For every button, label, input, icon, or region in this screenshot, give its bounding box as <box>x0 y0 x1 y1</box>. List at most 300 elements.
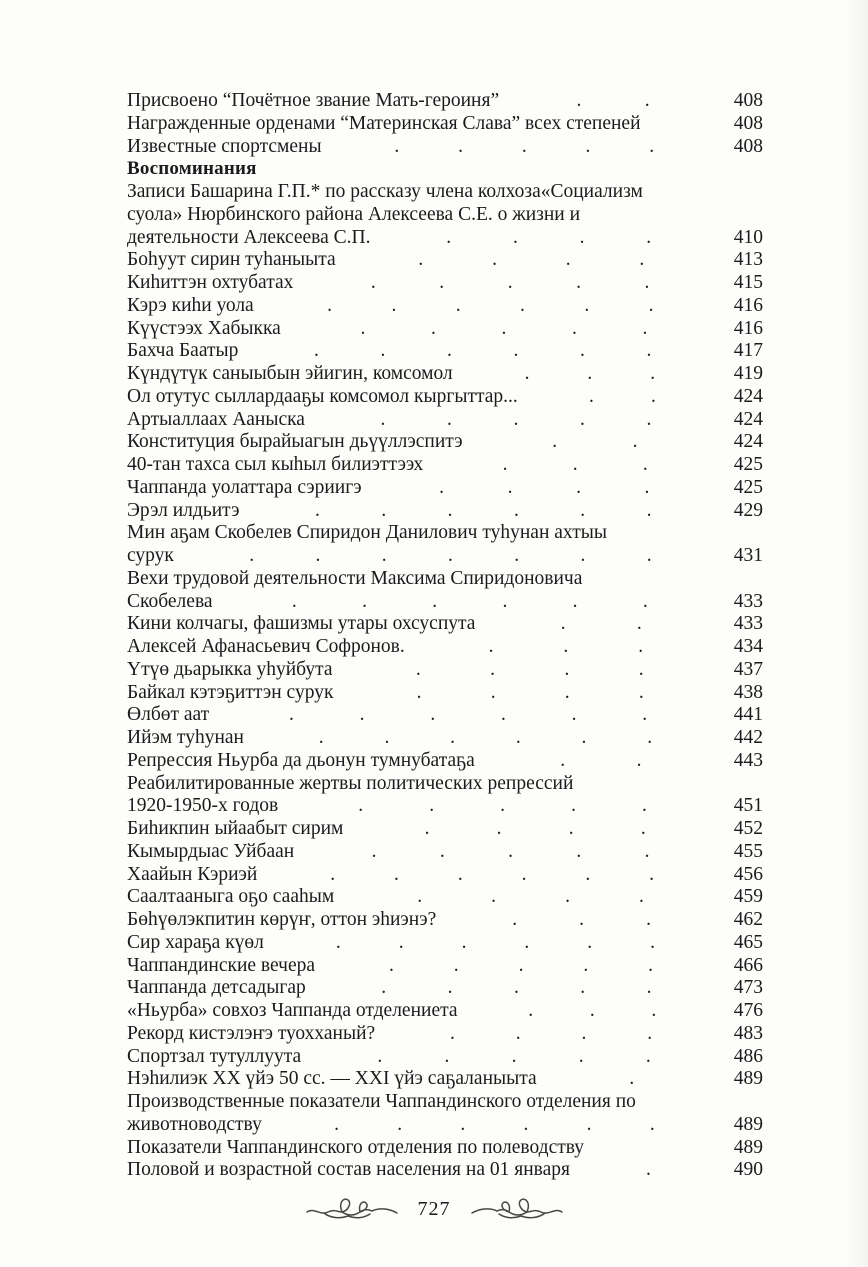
leader-dot: . <box>572 454 578 475</box>
toc-entry-title: суола» Нюрбинского района Алексеева С.Е. о жизни и <box>127 203 581 225</box>
dot-leader <box>315 955 723 978</box>
leader-dot: . <box>488 636 494 657</box>
leader-dot: . <box>649 863 655 885</box>
dot-leader <box>281 318 723 341</box>
toc-entry <box>127 727 763 750</box>
leader-dot: . <box>521 863 527 885</box>
dot-leader <box>343 818 723 841</box>
leader-dot: . <box>528 1000 534 1021</box>
leader-dot: . <box>358 795 364 817</box>
dot-leader <box>301 1046 723 1069</box>
leader-dot: . <box>584 294 590 316</box>
dot-leader <box>278 795 723 818</box>
leader-dot: . <box>576 476 581 498</box>
leader-dot: . <box>500 704 506 726</box>
dot-leader <box>306 977 723 1000</box>
toc-entry-page: 437 <box>733 658 763 680</box>
leader-dot: . <box>644 272 650 293</box>
leader-dot: . <box>585 135 591 157</box>
toc-entry-title: Вехи трудовой деятельности Максима Спиридоновича <box>127 567 583 589</box>
toc-entry-title: Саалтааныга оҕо сааһым <box>127 886 335 908</box>
toc-entry <box>127 113 763 136</box>
toc-entry-title: Киһиттэн охтубатах <box>127 272 294 293</box>
leader-dot: . <box>444 1045 450 1067</box>
toc-entry-page: 455 <box>733 840 763 862</box>
leader-dot: . <box>640 818 646 839</box>
leader-dot: . <box>644 476 650 498</box>
leader-dot: . <box>568 818 574 839</box>
leader-dot: . <box>572 590 578 612</box>
leader-dot: . <box>314 499 320 521</box>
toc-entry-title: Производственные показатели Чаппандинского отделения по <box>127 1091 636 1112</box>
leader-dot: . <box>381 545 387 566</box>
toc-entry-title: Эрэл илдьитэ <box>127 499 240 521</box>
leader-dot: . <box>636 749 642 771</box>
leader-dot: . <box>638 636 644 657</box>
toc-entry <box>127 591 763 614</box>
leader-dot: . <box>377 1045 383 1067</box>
leader-dot: . <box>646 1159 651 1181</box>
leader-dot: . <box>552 431 558 453</box>
dot-leader <box>262 1114 723 1137</box>
toc-entry-page: 433 <box>733 613 763 635</box>
leader-dot: . <box>523 1113 529 1135</box>
toc-entry-page: 424 <box>733 385 763 407</box>
dot-leader <box>244 727 723 750</box>
leader-dot: . <box>524 363 530 384</box>
dot-leader <box>174 545 723 568</box>
toc-entry <box>127 1114 763 1137</box>
leader-dot: . <box>589 1000 595 1021</box>
toc-entry <box>127 522 763 545</box>
toc-entry-title: Скобелева <box>127 590 213 612</box>
toc-entry-title: Спортзал тутуллуута <box>127 1045 302 1067</box>
leader-dot: . <box>458 135 463 157</box>
leader-dot: . <box>580 977 586 999</box>
dot-leader <box>458 1000 723 1023</box>
toc-entry-title: Сир хараҕа күөл <box>127 931 264 953</box>
leader-dot: . <box>513 977 519 999</box>
toc-entry-title: Өлбөт аат <box>127 704 210 726</box>
leader-dot: . <box>520 294 525 316</box>
table-of-contents <box>127 90 763 1182</box>
toc-entry-page: 486 <box>733 1045 763 1067</box>
toc-entry <box>127 1068 763 1091</box>
toc-entry-page: 433 <box>733 590 763 612</box>
toc-entry <box>127 841 763 864</box>
leader-dot: . <box>651 1000 657 1021</box>
toc-entry <box>127 932 763 955</box>
leader-dot: . <box>649 1113 655 1135</box>
leader-dot: . <box>362 590 367 612</box>
toc-entry-page: 465 <box>733 931 763 953</box>
toc-entry-page: 419 <box>733 363 763 384</box>
leader-dot: . <box>581 727 587 748</box>
leader-dot: . <box>371 840 377 862</box>
leader-dot: . <box>514 545 520 566</box>
leader-dot: . <box>638 681 644 703</box>
toc-entry-page: 489 <box>733 1136 763 1158</box>
toc-entry <box>127 909 763 932</box>
leader-dot: . <box>646 499 652 521</box>
dot-leader <box>436 909 723 932</box>
leader-dot: . <box>583 954 589 976</box>
leader-dot: . <box>644 90 650 111</box>
leader-dot: . <box>580 408 585 430</box>
toc-entry-page: 476 <box>733 1000 763 1021</box>
toc-entry-title: деятельности Алексеева С.П. <box>127 226 371 248</box>
toc-entry-page: 429 <box>733 499 763 521</box>
toc-entry-title: Присвоено “Почётное звание Мать-героиня” <box>127 90 500 111</box>
toc-entry <box>127 613 763 636</box>
toc-entry-title: Күндүтүк саныыбын эйигин, комсомол <box>127 363 453 384</box>
leader-dot: . <box>394 135 400 157</box>
leader-dot: . <box>289 704 294 726</box>
toc-entry-title: Күүстээх Хабыкка <box>127 317 281 339</box>
leader-dot: . <box>508 840 513 862</box>
leader-dot: . <box>580 545 586 566</box>
leader-dot: . <box>453 954 459 976</box>
leader-dot: . <box>381 499 387 521</box>
leader-dot: . <box>439 272 445 293</box>
toc-entry-title: Воспоминания <box>127 158 257 180</box>
page-number: 727 <box>417 1197 451 1220</box>
leader-dot: . <box>632 431 638 453</box>
leader-dot: . <box>490 681 496 703</box>
toc-entry-page: 489 <box>733 1068 763 1090</box>
toc-entry <box>127 204 763 227</box>
leader-dot: . <box>645 1045 651 1067</box>
leader-dot: . <box>646 909 651 930</box>
toc-entry <box>127 454 763 477</box>
toc-entry <box>127 363 763 386</box>
toc-entry-title: Байкал кэтэҕиттэн сурук <box>127 681 334 703</box>
dot-leader <box>453 363 723 386</box>
dot-leader <box>570 1159 723 1182</box>
leader-dot: . <box>249 545 255 566</box>
leader-dot: . <box>636 613 642 635</box>
toc-entry <box>127 818 763 841</box>
toc-entry-page: 413 <box>733 249 763 271</box>
leader-dot: . <box>560 613 566 635</box>
leader-dot: . <box>648 294 654 316</box>
toc-entry <box>127 955 763 978</box>
toc-entry <box>127 1159 763 1182</box>
leader-dot: . <box>490 658 496 680</box>
leader-dot: . <box>524 931 530 953</box>
leader-dot: . <box>502 454 508 475</box>
leader-dot: . <box>644 840 650 862</box>
leader-dot: . <box>642 704 648 726</box>
dot-leader <box>362 477 723 500</box>
leader-dot: . <box>397 1113 403 1135</box>
toc-entry-page: 408 <box>733 112 763 134</box>
toc-entry-title: Репрессия Ньурба да дьонун тумнубатаҕа <box>127 749 475 771</box>
toc-entry <box>127 500 763 523</box>
dot-leader <box>475 613 723 636</box>
toc-entry-page: 490 <box>733 1159 763 1181</box>
toc-entry-title: Бөһүөлэкпитин көрүҥ, оттон эһиэнэ? <box>127 909 437 930</box>
leader-dot: . <box>515 727 521 748</box>
leader-dot: . <box>507 272 513 293</box>
toc-entry-title: Рекорд кистэлэҥэ туохханый? <box>127 1022 376 1044</box>
leader-dot: . <box>563 636 569 657</box>
dot-leader <box>423 454 723 477</box>
toc-entry <box>127 659 763 682</box>
leader-dot: . <box>650 385 656 407</box>
leader-dot: . <box>571 795 576 817</box>
toc-entry-page: 441 <box>733 704 763 726</box>
leader-dot: . <box>507 476 513 498</box>
toc-entry <box>127 568 763 591</box>
leader-dot: . <box>380 408 386 430</box>
leader-dot: . <box>455 294 461 316</box>
toc-entry-page: 451 <box>733 795 763 817</box>
leader-dot: . <box>460 1113 466 1135</box>
leader-dot: . <box>313 340 319 362</box>
leader-dot: . <box>496 818 502 839</box>
toc-entry-page: 416 <box>733 317 763 339</box>
leader-dot: . <box>646 226 652 248</box>
dot-leader <box>322 136 723 159</box>
leader-dot: . <box>447 499 453 521</box>
toc-entry-title: Чаппандинские вечера <box>127 954 316 976</box>
toc-entry-title: Ийэм туһунан <box>127 727 244 748</box>
leader-dot: . <box>646 340 652 362</box>
dot-leader <box>209 704 723 727</box>
dot-leader <box>257 864 723 887</box>
dot-leader <box>334 886 723 909</box>
leader-dot: . <box>564 658 570 680</box>
leader-dot: . <box>430 704 436 726</box>
toc-entry <box>127 272 763 295</box>
toc-entry-title: Ол отутус сыллардааҕы комсомол кыргыттар... <box>127 385 518 407</box>
dot-leader <box>405 636 723 659</box>
leader-dot: . <box>646 408 652 430</box>
leader-dot: . <box>560 749 566 771</box>
leader-dot: . <box>398 931 404 953</box>
leader-dot: . <box>646 977 652 999</box>
toc-entry-title: Артыаллаах Ааныска <box>127 408 305 430</box>
toc-entry-title: Чаппанда детсадыгар <box>127 977 306 999</box>
toc-entry-title: Кэрэ киһи уола <box>127 294 254 316</box>
leader-dot: . <box>447 977 453 999</box>
toc-entry-title: Боһуут сирин туһаныыта <box>127 249 336 271</box>
leader-dot: . <box>334 1113 339 1135</box>
leader-dot: . <box>417 886 423 908</box>
dot-leader <box>375 1023 723 1046</box>
leader-dot: . <box>642 590 648 612</box>
toc-entry-page: 408 <box>733 135 763 157</box>
leader-dot: . <box>391 294 397 316</box>
toc-entry-page: 408 <box>733 90 763 111</box>
leader-dot: . <box>579 909 585 930</box>
toc-entry-title: «Ньурба» совхоз Чаппанда отделениета <box>127 1000 458 1021</box>
dot-leader <box>240 500 723 523</box>
dot-leader <box>293 272 723 295</box>
leader-dot: . <box>359 704 365 726</box>
toc-entry-page: 425 <box>733 454 763 475</box>
toc-entry <box>127 227 763 250</box>
toc-entry-page: 489 <box>733 1113 763 1135</box>
leader-dot: . <box>578 1045 584 1067</box>
toc-entry <box>127 1000 763 1023</box>
leader-dot: . <box>447 408 452 430</box>
toc-entry-title: Показатели Чаппандинского отделения по полеводству <box>127 1136 585 1158</box>
toc-entry-title: Награжденные орденами “Материнская Слава” всех степеней <box>127 112 641 134</box>
toc-entry <box>127 886 763 909</box>
toc-entry-title: 1920-1950-х годов <box>127 795 279 817</box>
leader-dot: . <box>450 1022 455 1044</box>
leader-dot: . <box>513 499 519 521</box>
toc-entry-page: 456 <box>733 863 763 885</box>
leader-dot: . <box>388 954 394 976</box>
leader-dot: . <box>639 249 645 271</box>
leader-dot: . <box>446 340 452 362</box>
toc-entry-page: 416 <box>733 294 763 316</box>
toc-entry <box>127 136 763 159</box>
dot-leader <box>475 750 723 773</box>
leader-dot: . <box>629 1068 635 1090</box>
toc-entry-title: сурук <box>127 545 174 566</box>
toc-entry-page: 438 <box>733 681 763 703</box>
leader-dot: . <box>512 909 518 930</box>
leader-dot: . <box>501 317 507 339</box>
leader-dot: . <box>576 90 582 111</box>
leader-dot: . <box>588 385 594 407</box>
leader-dot: . <box>513 408 519 430</box>
leader-dot: . <box>446 226 452 248</box>
leader-dot: . <box>512 226 518 248</box>
leader-dot: . <box>581 1022 587 1044</box>
leader-dot: . <box>461 931 467 953</box>
dot-leader <box>370 227 723 250</box>
toc-entry <box>127 431 763 454</box>
leader-dot: . <box>360 317 366 339</box>
leader-dot: . <box>585 863 591 885</box>
dot-leader <box>238 340 723 363</box>
leader-dot: . <box>492 249 497 271</box>
leader-dot: . <box>418 249 424 271</box>
leader-dot: . <box>380 340 386 362</box>
dot-leader <box>537 1068 723 1091</box>
toc-entry <box>127 545 763 568</box>
leader-dot: . <box>587 363 593 384</box>
leader-dot: . <box>579 226 585 248</box>
toc-entry <box>127 340 763 363</box>
toc-entry-page: 459 <box>733 886 763 908</box>
leader-dot: . <box>424 818 430 839</box>
leader-dot: . <box>432 590 438 612</box>
toc-entry-page: 417 <box>733 340 763 362</box>
leader-dot: . <box>638 658 644 680</box>
leader-dot: . <box>521 135 527 157</box>
leader-dot: . <box>647 1022 653 1044</box>
leader-dot: . <box>647 727 653 748</box>
dot-leader <box>305 409 723 432</box>
toc-entry-title: Половой и возрастной состав населения на 01 января <box>127 1159 570 1181</box>
leader-dot: . <box>448 545 453 566</box>
leader-dot: . <box>416 681 422 703</box>
leader-dot: . <box>565 886 570 908</box>
toc-entry <box>127 1023 763 1046</box>
toc-entry-title: Кини колчагы, фашизмы утары охсуспута <box>127 613 476 635</box>
toc-entry <box>127 1046 763 1069</box>
toc-entry-page: 410 <box>733 226 763 248</box>
leader-dot: . <box>491 886 497 908</box>
leader-dot: . <box>571 704 577 726</box>
toc-entry-title: Бахча Баатыр <box>127 340 239 362</box>
toc-entry-title: животноводству <box>127 1113 262 1135</box>
toc-entry-title: Кымырдыас Уйбаан <box>127 840 295 862</box>
leader-dot: . <box>646 545 652 566</box>
leader-dot: . <box>370 272 376 293</box>
toc-entry-title: Реабилитированные жертвы политических репрессий <box>127 772 574 794</box>
toc-entry <box>127 864 763 887</box>
leader-dot: . <box>642 454 648 475</box>
leader-dot: . <box>576 272 581 293</box>
toc-entry <box>127 750 763 773</box>
leader-dot: . <box>642 317 648 339</box>
toc-entry-page: 434 <box>733 636 763 657</box>
toc-entry <box>127 977 763 1000</box>
page-footer <box>0 1196 868 1222</box>
toc-entry-page: 483 <box>733 1022 763 1044</box>
leader-dot: . <box>648 954 654 976</box>
leader-dot: . <box>457 863 463 885</box>
toc-entry-page: 466 <box>733 954 763 976</box>
toc-entry <box>127 477 763 500</box>
toc-entry-page: 452 <box>733 818 763 839</box>
toc-entry <box>127 90 763 113</box>
toc-entry-title: Нэһилиэк XX үйэ 50 сс. — XXI үйэ саҕаланыыта <box>127 1068 537 1090</box>
dot-leader <box>264 932 723 955</box>
leader-dot: . <box>439 476 445 498</box>
toc-entry <box>127 636 763 659</box>
toc-entry-page: 415 <box>733 272 763 293</box>
toc-entry-title: Записи Башарина Г.П.* по рассказу члена колхоза«Социализм <box>127 181 643 202</box>
flourish-ornament-left <box>304 1196 400 1222</box>
toc-entry <box>127 318 763 341</box>
leader-dot: . <box>565 249 571 271</box>
leader-dot: . <box>384 727 390 748</box>
toc-entry-page: 424 <box>733 408 763 430</box>
leader-dot: . <box>587 931 593 953</box>
leader-dot: . <box>315 545 321 566</box>
toc-entry <box>127 1091 763 1114</box>
leader-dot: . <box>429 795 435 817</box>
leader-dot: . <box>579 340 585 362</box>
leader-dot: . <box>500 795 506 817</box>
leader-dot: . <box>415 658 421 680</box>
toc-entry-title: Хаайын Кэриэй <box>127 863 258 885</box>
leader-dot: . <box>430 317 436 339</box>
leader-dot: . <box>439 840 445 862</box>
leader-dot: . <box>639 886 644 908</box>
toc-entry <box>127 773 763 796</box>
toc-entry-title: Биһикпин ыйаабыт сирим <box>127 818 344 839</box>
toc-entry-title: Үтүө дьарыкка уһуйбута <box>127 658 333 680</box>
leader-dot: . <box>515 1022 521 1044</box>
toc-entry <box>127 1137 763 1160</box>
toc-entry <box>127 409 763 432</box>
leader-dot: . <box>586 1113 592 1135</box>
toc-entry-page: 442 <box>733 727 763 748</box>
leader-dot: . <box>318 727 324 748</box>
dot-leader <box>333 659 723 682</box>
leader-dot: . <box>649 135 655 157</box>
dot-leader <box>463 431 723 454</box>
